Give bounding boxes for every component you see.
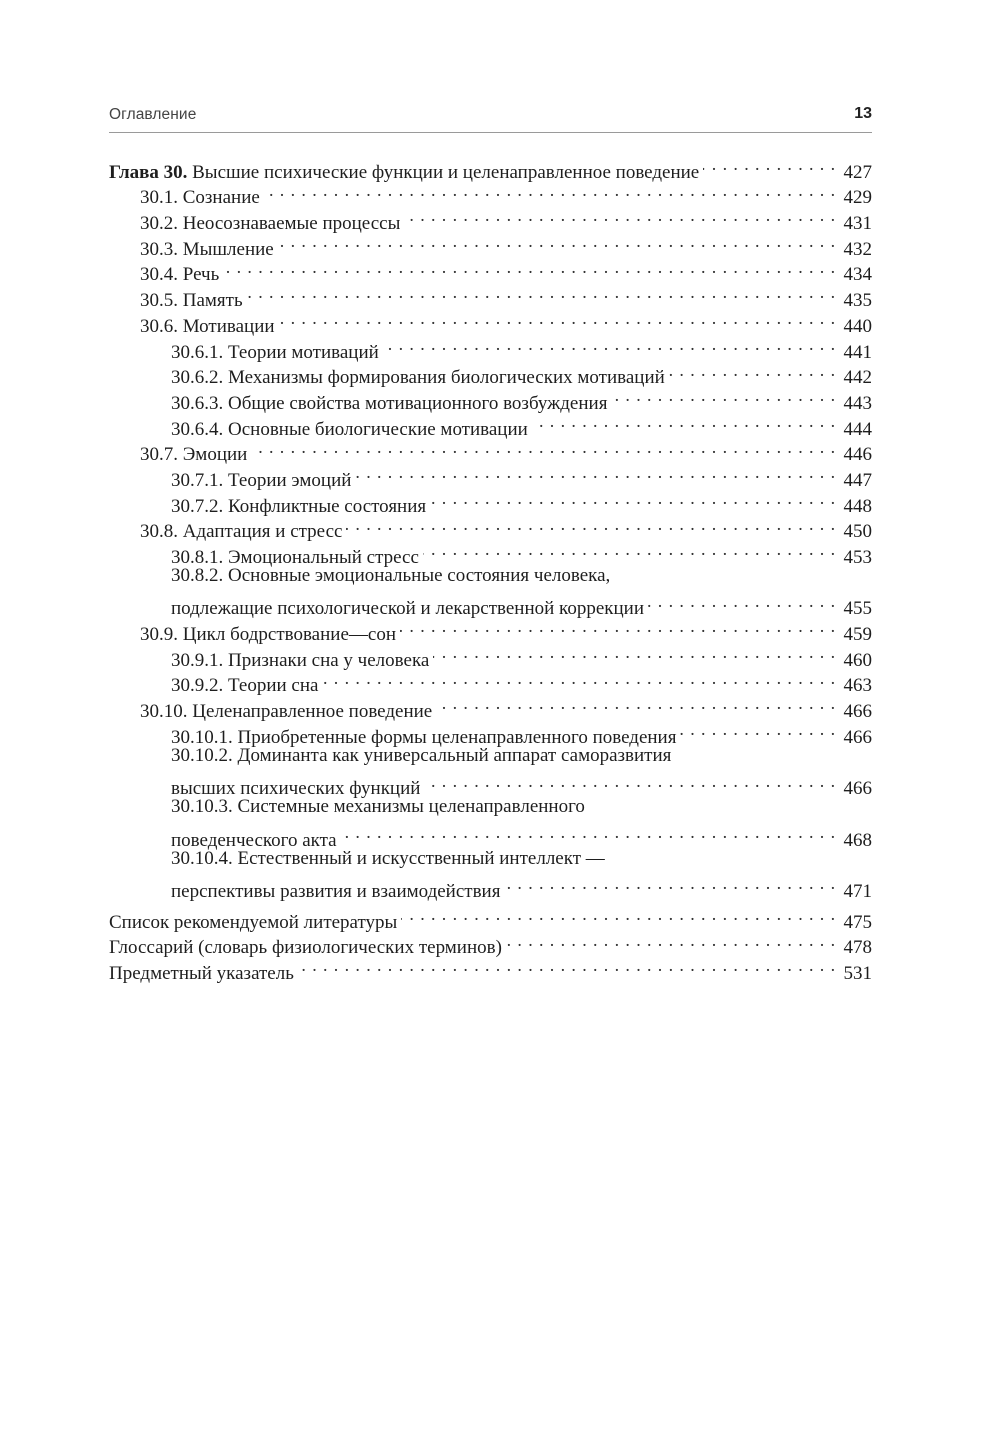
toc-subentry[interactable] bbox=[109, 409, 872, 440]
toc-page-number: 463 bbox=[843, 675, 872, 697]
dot-leader bbox=[404, 203, 836, 229]
toc-entry-title-first-line: 30.10.2. Доминанта как универсальный аппарат саморазвития bbox=[171, 744, 672, 766]
dot-leader bbox=[346, 512, 836, 538]
toc-entry-title: 30.2. Неосознаваемые процессы bbox=[140, 213, 401, 235]
toc-page-number: 443 bbox=[843, 392, 872, 414]
toc-subentry[interactable] bbox=[109, 717, 872, 748]
toc-entry[interactable] bbox=[109, 614, 872, 646]
dot-leader bbox=[383, 332, 836, 358]
running-header bbox=[109, 104, 872, 133]
dot-leader bbox=[680, 717, 836, 743]
toc-entry[interactable] bbox=[109, 512, 872, 543]
toc-page-number: 441 bbox=[843, 341, 872, 363]
toc-entry-title: 30.8.1. Эмоциональный стресс bbox=[171, 547, 419, 568]
toc-entry-title: 30.1. Сознание bbox=[140, 187, 260, 209]
dot-leader bbox=[278, 229, 836, 255]
toc-entry-title-first-line: 30.8.2. Основные эмоциональные состояния человека, bbox=[171, 565, 611, 586]
toc-page-number: 435 bbox=[843, 290, 872, 312]
toc-entry-title: 30.9.2. Теории сна bbox=[171, 675, 319, 697]
dot-leader bbox=[247, 280, 836, 306]
table-of-contents bbox=[109, 152, 872, 984]
toc-chapter[interactable] bbox=[109, 152, 872, 183]
toc-entry[interactable] bbox=[109, 691, 872, 723]
chapter-title: Высшие психические функции и целенаправленное поведение bbox=[187, 161, 700, 183]
toc-entry-title: 30.4. Речь bbox=[140, 264, 220, 286]
toc-page-number: 444 bbox=[843, 418, 872, 440]
toc-page-number: 434 bbox=[843, 264, 872, 286]
toc-entry-title-continuation: перспективы развития и взаимодействия bbox=[171, 880, 501, 902]
toc-page-number: 531 bbox=[843, 963, 872, 984]
toc-page-number: 447 bbox=[843, 469, 872, 491]
toc-page-number: 455 bbox=[843, 598, 872, 620]
dot-leader bbox=[355, 460, 836, 486]
toc-backmatter-entry[interactable] bbox=[109, 902, 872, 933]
dot-leader bbox=[264, 178, 836, 204]
dot-leader bbox=[506, 928, 836, 954]
dot-leader bbox=[322, 666, 836, 692]
toc-entry-title: 30.7. Эмоции bbox=[140, 444, 248, 466]
dot-leader bbox=[279, 306, 836, 332]
toc-page-number: 442 bbox=[843, 367, 872, 389]
dot-leader bbox=[341, 820, 836, 846]
toc-page-number: 431 bbox=[843, 213, 872, 235]
dot-leader bbox=[251, 435, 836, 461]
dot-leader bbox=[401, 902, 836, 928]
dot-leader bbox=[400, 614, 836, 640]
toc-page-number: 429 bbox=[843, 187, 872, 209]
toc-subentry[interactable] bbox=[109, 332, 872, 363]
toc-subentry[interactable] bbox=[109, 537, 872, 568]
toc-entry[interactable] bbox=[109, 435, 872, 466]
toc-entry-title-continuation: высших психических функций bbox=[171, 778, 421, 800]
toc-page-number: 466 bbox=[843, 778, 872, 800]
toc-subentry[interactable] bbox=[109, 358, 872, 389]
dot-leader bbox=[669, 358, 836, 384]
toc-subentry[interactable] bbox=[109, 743, 872, 800]
toc-page-number: 427 bbox=[843, 161, 872, 183]
toc-entry-title: 30.8. Адаптация и стресс bbox=[140, 521, 343, 543]
toc-page-number: 466 bbox=[843, 726, 872, 748]
toc-page-number: 478 bbox=[843, 937, 872, 959]
toc-subentry[interactable] bbox=[109, 666, 872, 697]
dot-leader bbox=[703, 152, 836, 178]
dot-leader bbox=[504, 871, 836, 897]
toc-entry-title: 30.9.1. Признаки сна у человека bbox=[171, 649, 430, 671]
toc-subentry[interactable] bbox=[109, 794, 872, 851]
toc-entry[interactable] bbox=[109, 203, 872, 235]
toc-entry-title: 30.10.1. Приобретенные формы целенаправленного поведения bbox=[171, 726, 677, 748]
toc-entry-title-continuation: подлежащие психологической и лекарственной коррекции bbox=[171, 598, 644, 620]
toc-entry-title: 30.7.1. Теории эмоций bbox=[171, 469, 352, 491]
toc-entry-title: 30.6.4. Основные биологические мотивации bbox=[171, 418, 528, 440]
toc-page-number: 466 bbox=[843, 701, 872, 723]
toc-entry[interactable] bbox=[109, 306, 872, 337]
toc-entry-title: Глоссарий (словарь физиологических терминов) bbox=[109, 937, 502, 959]
toc-entry[interactable] bbox=[109, 178, 872, 209]
dot-leader bbox=[436, 691, 836, 717]
dot-leader bbox=[430, 486, 836, 512]
toc-entry-title: 30.6. Мотивации bbox=[140, 315, 275, 337]
chapter-label: Глава 30. bbox=[109, 161, 188, 183]
toc-entry-title-continuation: поведенческого акта bbox=[171, 829, 337, 851]
toc-subentry[interactable] bbox=[109, 460, 872, 491]
dot-leader bbox=[532, 409, 836, 435]
toc-subentry[interactable] bbox=[109, 846, 872, 902]
toc-entry-title-first-line: 30.10.4. Естественный и искусственный интеллект — bbox=[171, 847, 605, 869]
dot-leader bbox=[423, 537, 836, 563]
dot-leader bbox=[223, 255, 836, 281]
toc-entry-title: Список рекомендуемой литературы bbox=[109, 911, 398, 933]
toc-entry-title: 30.3. Мышление bbox=[140, 238, 274, 260]
toc-subentry[interactable] bbox=[109, 640, 872, 671]
toc-page-number: 471 bbox=[843, 880, 872, 902]
toc-subentry[interactable] bbox=[109, 486, 872, 517]
toc-page-number: 446 bbox=[843, 444, 872, 466]
toc-entry-title: 30.6.2. Механизмы формирования биологических мотиваций bbox=[171, 367, 665, 389]
toc-entry-title: 30.6.3. Общие свойства мотивационного возбуждения bbox=[171, 392, 608, 414]
toc-page-number: 450 bbox=[843, 521, 872, 543]
toc-page-number: 468 bbox=[843, 829, 872, 851]
dot-leader bbox=[433, 640, 836, 666]
toc-entry-title: 30.7.2. Конфликтные состояния bbox=[171, 495, 427, 517]
toc-entry[interactable] bbox=[109, 280, 872, 312]
toc-subentry[interactable] bbox=[109, 383, 872, 414]
toc-page-number: 460 bbox=[843, 649, 872, 671]
toc-page-number: 440 bbox=[843, 315, 872, 337]
toc-entry-title: 30.5. Память bbox=[140, 290, 243, 312]
page-number: 13 bbox=[854, 105, 872, 122]
toc-entry-title-first-line: 30.10.3. Системные механизмы целенаправленного bbox=[171, 796, 585, 818]
toc-entry-title: 30.6.1. Теории мотиваций bbox=[171, 341, 379, 363]
dot-leader bbox=[424, 769, 836, 795]
toc-page-number: 459 bbox=[843, 624, 872, 646]
toc-page-number: 475 bbox=[843, 911, 872, 933]
toc-page-number: 432 bbox=[843, 238, 872, 260]
toc-entry-title: 30.9. Цикл бодрствование—сон bbox=[140, 624, 396, 646]
toc-page-number: 448 bbox=[843, 495, 872, 517]
toc-page-number: 453 bbox=[843, 547, 872, 568]
toc-backmatter-entry[interactable] bbox=[109, 953, 872, 984]
header-title: Оглавление bbox=[109, 106, 197, 123]
dot-leader bbox=[298, 953, 836, 979]
dot-leader bbox=[648, 589, 836, 615]
dot-leader bbox=[611, 383, 836, 409]
toc-entry[interactable] bbox=[109, 255, 872, 286]
toc-backmatter-entry[interactable] bbox=[109, 928, 872, 959]
toc-entry[interactable] bbox=[109, 229, 872, 260]
toc-subentry[interactable] bbox=[109, 563, 872, 620]
toc-entry-title: 30.10. Целенаправленное поведение bbox=[140, 701, 433, 723]
toc-entry-title: Предметный указатель bbox=[109, 963, 294, 984]
